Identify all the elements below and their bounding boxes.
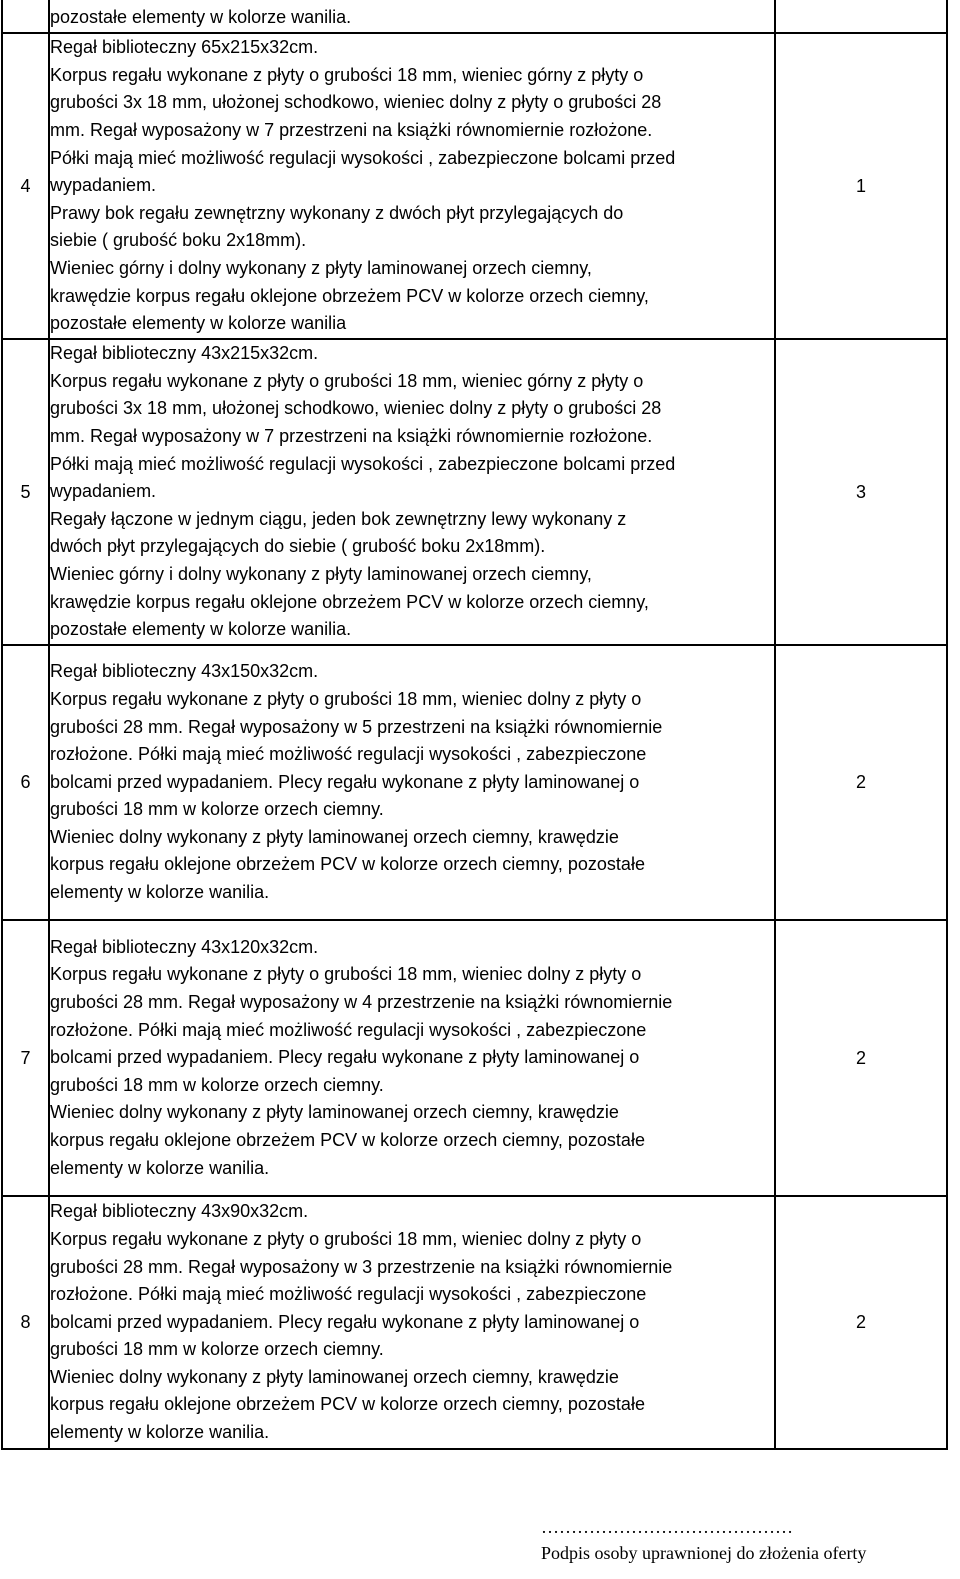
description-line: Półki mają mieć możliwość regulacji wysokości , zabezpieczone bolcami przed [50, 147, 676, 168]
table-row [2, 920, 947, 1196]
description-line: rozłożone. Półki mają mieć możliwość regulacji wysokości , zabezpieczone [50, 744, 647, 765]
description-line: grubości 3x 18 mm, ułożonej schodkowo, wieniec dolny z płyty o grubości 28 [50, 92, 662, 113]
description-line: Regały łączone w jednym ciągu, jeden bok zewnętrzny lewy wykonany z [50, 508, 627, 529]
description-line: Regał biblioteczny 43x215x32cm. [50, 343, 319, 364]
description-line: Wieniec górny i dolny wykonany z płyty laminowanej orzech ciemny, [50, 257, 592, 278]
description-line: Korpus regału wykonane z płyty o grubości 18 mm, wieniec górny z płyty o [50, 64, 644, 85]
description-line: pozostałe elementy w kolorze wanilia [50, 313, 347, 334]
description-line: Korpus regału wykonane z płyty o grubości 18 mm, wieniec dolny z płyty o [50, 688, 642, 709]
description-line: Wieniec dolny wykonany z płyty laminowanej orzech ciemny, krawędzie [50, 1102, 619, 1123]
description-line: mm. Regał wyposażony w 7 przestrzeni na książki równomiernie rozłożone. [50, 120, 653, 141]
table-row [2, 0, 947, 33]
row-number: 5 [2, 339, 49, 645]
row-quantity: 1 [775, 33, 947, 339]
specification-table [1, 0, 948, 1450]
description-line: rozłożone. Półki mają mieć możliwość regulacji wysokości , zabezpieczone [50, 1019, 647, 1040]
description-line: Wieniec dolny wykonany z płyty laminowanej orzech ciemny, krawędzie [50, 1366, 619, 1387]
signature-caption: Podpis osoby uprawnionej do złożenia oferty [541, 1543, 867, 1563]
row-number: 7 [2, 920, 49, 1196]
description-line: grubości 18 mm w kolorze orzech ciemny. [50, 799, 384, 820]
description-line: grubości 28 mm. Regał wyposażony w 4 przestrzenie na książki równomiernie [50, 992, 673, 1013]
description-line: bolcami przed wypadaniem. Plecy regału wykonane z płyty laminowanej o [50, 771, 640, 792]
description-line: rozłożone. Półki mają mieć możliwość regulacji wysokości , zabezpieczone [50, 1284, 647, 1305]
description-line: pozostałe elementy w kolorze wanilia. [50, 619, 352, 640]
description-line: Korpus regału wykonane z płyty o grubości 18 mm, wieniec górny z płyty o [50, 370, 644, 391]
table-row [2, 339, 947, 645]
description-line: grubości 3x 18 mm, ułożonej schodkowo, wieniec dolny z płyty o grubości 28 [50, 398, 662, 419]
table-row [2, 33, 947, 339]
description-line: dwóch płyt przylegających do siebie ( grubość boku 2x18mm). [50, 536, 546, 557]
row-description [49, 33, 775, 339]
description-line: Wieniec dolny wykonany z płyty laminowanej orzech ciemny, krawędzie [50, 826, 619, 847]
description-line: krawędzie korpus regału oklejone obrzeżem PCV w kolorze orzech ciemny, [50, 591, 649, 612]
description-line: Prawy bok regału zewnętrzny wykonany z dwóch płyt przylegających do [50, 202, 624, 223]
description-line: elementy w kolorze wanilia. [50, 1157, 270, 1178]
row-number [2, 0, 49, 33]
description-line: grubości 18 mm w kolorze orzech ciemny. [50, 1339, 384, 1360]
description-line: grubości 28 mm. Regał wyposażony w 3 przestrzenie na książki równomiernie [50, 1256, 673, 1277]
row-number: 6 [2, 645, 49, 920]
description-line: korpus regału oklejone obrzeżem PCV w kolorze orzech ciemny, pozostałe [50, 1394, 645, 1415]
row-description [49, 645, 775, 920]
description-line: korpus regału oklejone obrzeżem PCV w kolorze orzech ciemny, pozostałe [50, 854, 645, 875]
description-line: Korpus regału wykonane z płyty o grubości 18 mm, wieniec dolny z płyty o [50, 964, 642, 985]
description-line: elementy w kolorze wanilia. [50, 1422, 270, 1443]
row-description [49, 339, 775, 645]
description-line: wypadaniem. [50, 481, 157, 502]
description-line: korpus regału oklejone obrzeżem PCV w kolorze orzech ciemny, pozostałe [50, 1129, 645, 1150]
description-line: mm. Regał wyposażony w 7 przestrzeni na książki równomiernie rozłożone. [50, 426, 653, 447]
description-line: grubości 28 mm. Regał wyposażony w 5 przestrzeni na książki równomiernie [50, 716, 663, 737]
row-quantity: 2 [775, 920, 947, 1196]
signature-dotted-line: …………………………………… [541, 1517, 793, 1537]
description-line: pozostałe elementy w kolorze wanilia. [50, 6, 352, 27]
description-line: siebie ( grubość boku 2x18mm). [50, 230, 307, 251]
row-number: 8 [2, 1196, 49, 1449]
description-line: Regał biblioteczny 43x150x32cm. [50, 661, 319, 682]
table-row [2, 645, 947, 920]
description-line: Regał biblioteczny 43x90x32cm. [50, 1201, 309, 1222]
description-line: bolcami przed wypadaniem. Plecy regału wykonane z płyty laminowanej o [50, 1047, 640, 1068]
row-quantity [775, 0, 947, 33]
table-row [2, 1196, 947, 1449]
description-line: Regał biblioteczny 43x120x32cm. [50, 936, 319, 957]
description-line: bolcami przed wypadaniem. Plecy regału wykonane z płyty laminowanej o [50, 1311, 640, 1332]
signature-block [541, 1514, 921, 1566]
description-line: wypadaniem. [50, 175, 157, 196]
description-line: Korpus regału wykonane z płyty o grubości 18 mm, wieniec dolny z płyty o [50, 1228, 642, 1249]
description-line: krawędzie korpus regału oklejone obrzeżem PCV w kolorze orzech ciemny, [50, 285, 649, 306]
row-description [49, 920, 775, 1196]
description-line: grubości 18 mm w kolorze orzech ciemny. [50, 1074, 384, 1095]
row-number: 4 [2, 33, 49, 339]
description-line: Półki mają mieć możliwość regulacji wysokości , zabezpieczone bolcami przed [50, 453, 676, 474]
row-quantity: 2 [775, 645, 947, 920]
description-line: elementy w kolorze wanilia. [50, 882, 270, 903]
row-quantity: 2 [775, 1196, 947, 1449]
description-line: Wieniec górny i dolny wykonany z płyty laminowanej orzech ciemny, [50, 563, 592, 584]
row-quantity: 3 [775, 339, 947, 645]
row-description [49, 0, 775, 33]
description-line: Regał biblioteczny 65x215x32cm. [50, 37, 319, 58]
row-description [49, 1196, 775, 1449]
